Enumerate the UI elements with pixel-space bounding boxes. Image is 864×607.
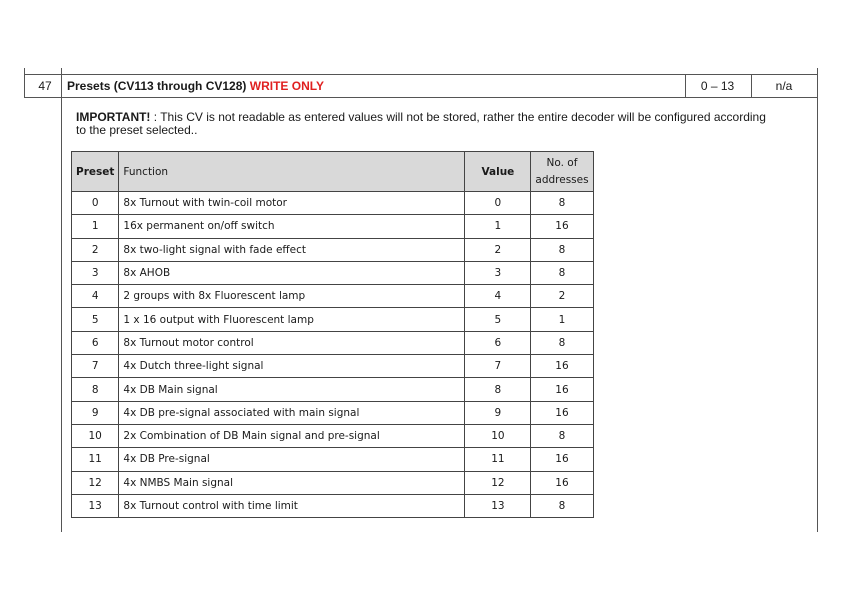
value-cell: 9 xyxy=(465,401,531,424)
table-row xyxy=(72,424,594,447)
preset-cell: 6 xyxy=(72,331,119,354)
addresses-cell: 2 xyxy=(531,285,593,308)
right-border xyxy=(817,68,818,532)
preset-cell: 1 xyxy=(72,215,119,238)
preset-cell: 8 xyxy=(72,378,119,401)
function-cell: 8x Turnout control with time limit xyxy=(119,494,465,517)
header-addresses-line1: No. of xyxy=(546,156,578,169)
left-border xyxy=(24,68,25,98)
important-text: : This CV is not readable as entered values will not be stored, rather the entire decoder will be configured according to the preset selected.. xyxy=(76,110,766,137)
addresses-cell: 16 xyxy=(531,401,593,424)
preset-cell: 13 xyxy=(72,494,119,517)
addresses-cell: 8 xyxy=(531,424,593,447)
function-cell: 4x NMBS Main signal xyxy=(119,471,465,494)
preset-cell: 0 xyxy=(72,192,119,215)
addresses-cell: 8 xyxy=(531,238,593,261)
addresses-cell: 8 xyxy=(531,331,593,354)
addresses-cell: 16 xyxy=(531,471,593,494)
preset-cell: 5 xyxy=(72,308,119,331)
preset-cell: 12 xyxy=(72,471,119,494)
table-row xyxy=(72,494,594,517)
value-cell: 2 xyxy=(465,238,531,261)
value-cell: 0 xyxy=(465,192,531,215)
preset-cell: 3 xyxy=(72,261,119,284)
preset-cell: 11 xyxy=(72,448,119,471)
addresses-cell: 16 xyxy=(531,355,593,378)
function-cell: 8x two-light signal with fade effect xyxy=(119,238,465,261)
value-cell: 3 xyxy=(465,261,531,284)
table-header-row xyxy=(72,152,594,192)
important-label: IMPORTANT! xyxy=(76,110,151,124)
addresses-cell: 8 xyxy=(531,494,593,517)
value-cell: 4 xyxy=(465,285,531,308)
preset-cell: 2 xyxy=(72,238,119,261)
table-row xyxy=(72,448,594,471)
header-value: Value xyxy=(465,152,531,192)
header-preset: Preset xyxy=(72,152,119,192)
function-cell: 2 groups with 8x Fluorescent lamp xyxy=(119,285,465,308)
table-row xyxy=(72,471,594,494)
value-cell: 10 xyxy=(465,424,531,447)
table-row xyxy=(72,331,594,354)
presets-table xyxy=(71,151,594,518)
table-row xyxy=(72,285,594,308)
row-header-bottom-border xyxy=(24,97,818,98)
function-cell: 1 x 16 output with Fluorescent lamp xyxy=(119,308,465,331)
table-row xyxy=(72,378,594,401)
function-cell: 4x DB pre-signal associated with main signal xyxy=(119,401,465,424)
cv-title-text: Presets (CV113 through CV128) xyxy=(67,79,247,93)
function-cell: 4x Dutch three-light signal xyxy=(119,355,465,378)
addresses-cell: 8 xyxy=(531,192,593,215)
number-divider xyxy=(61,68,62,532)
value-cell: 7 xyxy=(465,355,531,378)
addresses-cell: 1 xyxy=(531,308,593,331)
addresses-cell: 16 xyxy=(531,215,593,238)
table-row xyxy=(72,238,594,261)
function-cell: 8x Turnout with twin-coil motor xyxy=(119,192,465,215)
table-row xyxy=(72,401,594,424)
value-cell: 6 xyxy=(465,331,531,354)
table-row xyxy=(72,308,594,331)
function-cell: 8x AHOB xyxy=(119,261,465,284)
write-only-label: WRITE ONLY xyxy=(249,79,324,93)
preset-cell: 9 xyxy=(72,401,119,424)
preset-cell: 7 xyxy=(72,355,119,378)
cv-number: 47 xyxy=(38,79,52,93)
cv-default: n/a xyxy=(775,79,793,93)
table-row xyxy=(72,355,594,378)
table-row xyxy=(72,215,594,238)
preset-cell: 10 xyxy=(72,424,119,447)
important-note xyxy=(76,111,776,137)
header-addresses-line2: addresses xyxy=(535,173,589,186)
addresses-cell: 16 xyxy=(531,448,593,471)
value-cell: 8 xyxy=(465,378,531,401)
cv-title xyxy=(67,79,324,93)
value-cell: 12 xyxy=(465,471,531,494)
addresses-cell: 8 xyxy=(531,261,593,284)
cv-range: 0 – 13 xyxy=(700,79,735,93)
function-cell: 4x DB Main signal xyxy=(119,378,465,401)
value-cell: 11 xyxy=(465,448,531,471)
header-addresses xyxy=(531,152,593,192)
function-cell: 2x Combination of DB Main signal and pre-signal xyxy=(119,424,465,447)
table-row xyxy=(72,192,594,215)
function-cell: 8x Turnout motor control xyxy=(119,331,465,354)
function-cell: 16x permanent on/off switch xyxy=(119,215,465,238)
addresses-cell: 16 xyxy=(531,378,593,401)
value-cell: 5 xyxy=(465,308,531,331)
value-cell: 13 xyxy=(465,494,531,517)
function-cell: 4x DB Pre-signal xyxy=(119,448,465,471)
row-top-border xyxy=(24,74,818,75)
table-body xyxy=(72,192,594,518)
value-cell: 1 xyxy=(465,215,531,238)
table-row xyxy=(72,261,594,284)
preset-cell: 4 xyxy=(72,285,119,308)
header-function: Function xyxy=(119,152,465,192)
